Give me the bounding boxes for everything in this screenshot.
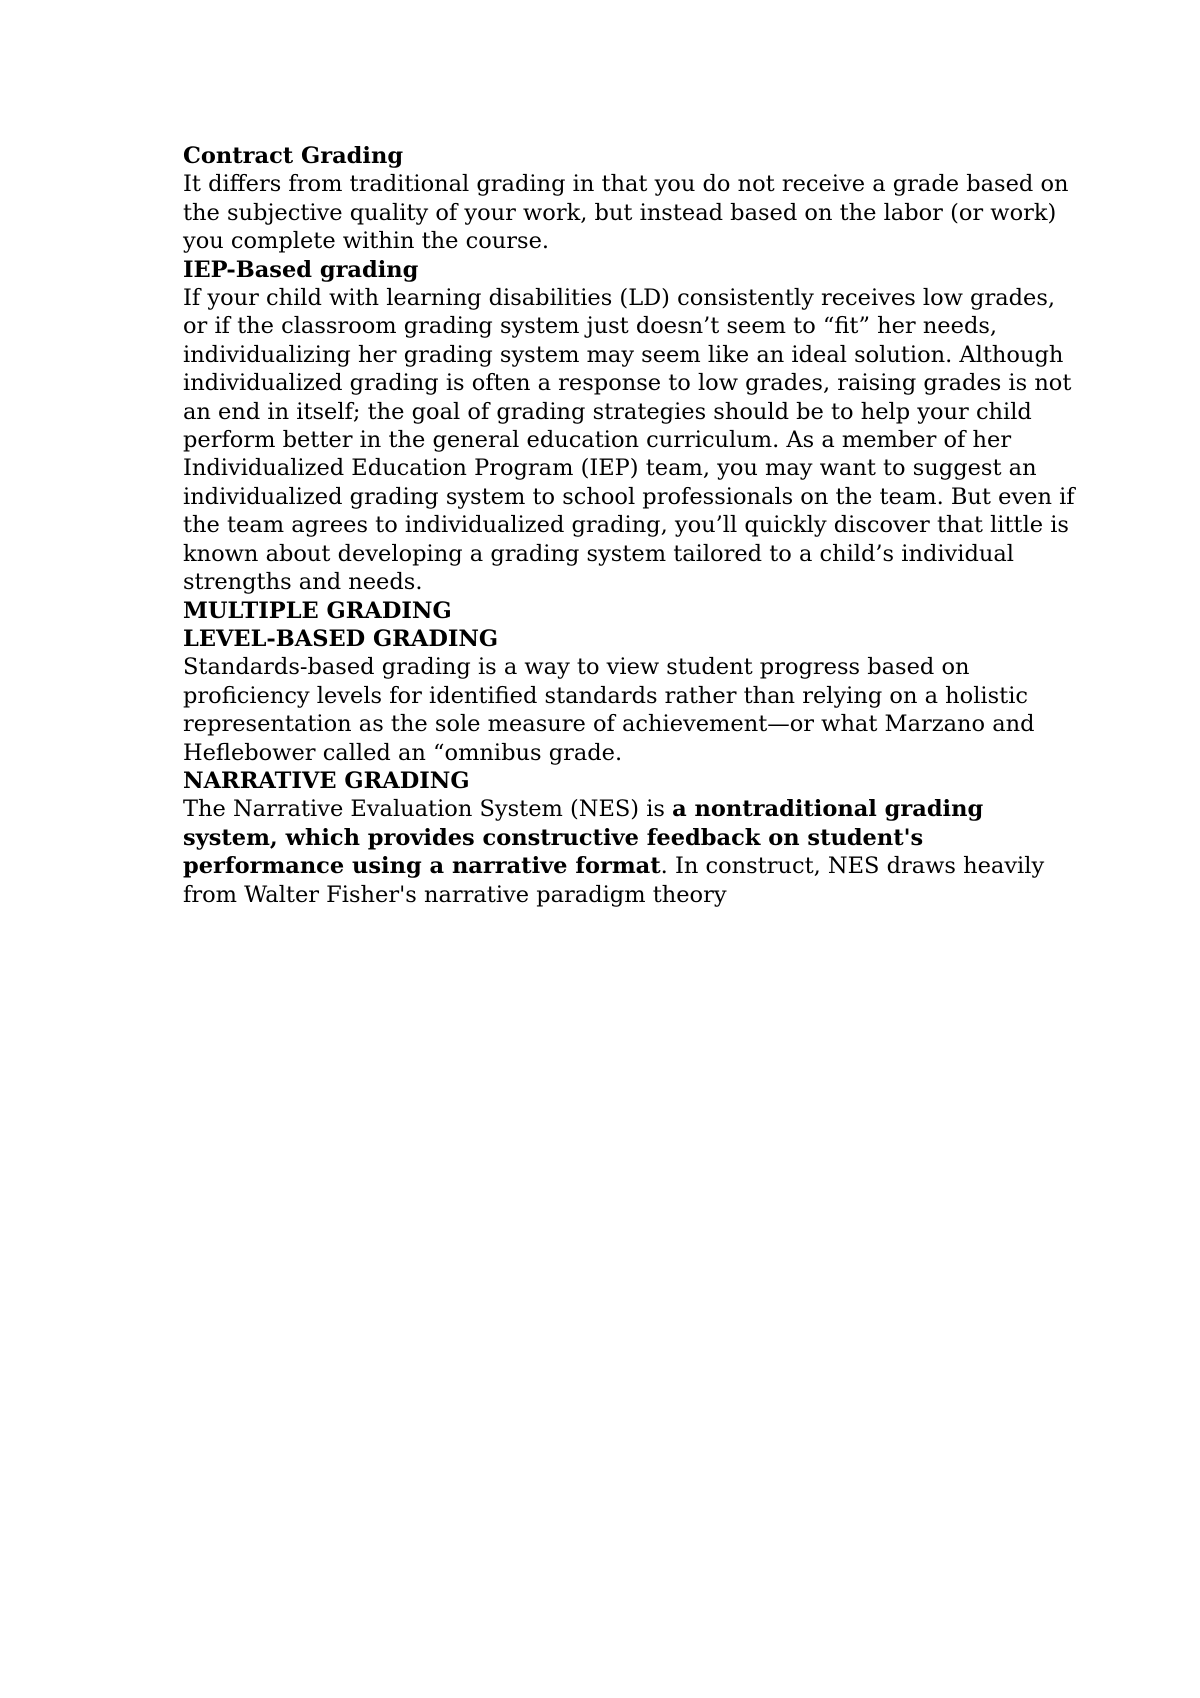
paragraph-contract-grading: It differs from traditional grading in that you do not receive a grade based on the subjective quality of your work, but instead based on the labor (or work) you complete within the course. xyxy=(183,171,1069,255)
narrative-body-end: . In construct, NES draws heavily from Walter Fisher's narrative paradigm theory xyxy=(183,853,1045,908)
heading-level-based-grading: LEVEL-BASED GRADING xyxy=(183,625,499,652)
paragraph-iep-based-grading: If your child with learning disabilities (LD) consistently receives low grades, or if the classroom grading system just doesn’t seem to “fit” her needs, individualizing her grading system may seem like an ideal solution. Although individualized grading is often a response to low grades, raising grades is not an end in itself; the goal of grading strategies should be to help your child perform better in the general education curriculum. As a member of her Individualized Education Program (IEP) team, you may want to suggest an individualized grading system to school professionals on the team. But even if the team agrees to individualized grading, you’ll quickly discover that little is known about developing a grading system tailored to a child’s individual strengths and needs. xyxy=(183,285,1075,596)
heading-contract-grading: Contract Grading xyxy=(183,143,404,169)
document-content xyxy=(183,142,1083,909)
paragraph-level-based-grading: Standards-based grading is a way to view student progress based on proficiency levels for identified standards rather than relying on a holistic representation as the sole measure of achievement—or what Marzano and Heflebower called an “omnibus grade. xyxy=(183,654,1035,766)
narrative-body-bold: a nontraditional grading system, which provides constructive feedback on student's performance using a narrative format xyxy=(183,796,984,880)
paragraph-narrative-grading xyxy=(183,795,1083,909)
heading-iep-based-grading: IEP-Based grading xyxy=(183,256,419,283)
narrative-body-start: The Narrative Evaluation System (NES) is xyxy=(183,796,673,823)
heading-multiple-grading: MULTIPLE GRADING xyxy=(183,597,452,624)
heading-narrative-grading: NARRATIVE GRADING xyxy=(183,767,470,794)
